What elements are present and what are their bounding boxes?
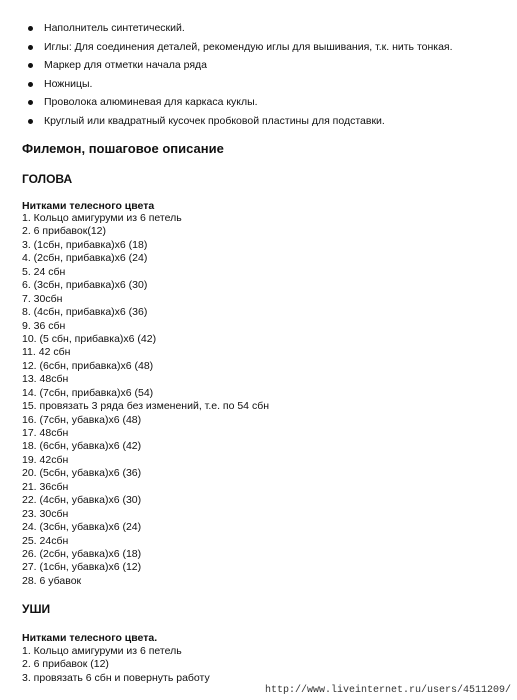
bullet-icon: [28, 119, 33, 124]
head-yarn-note: Нитками телесного цвета: [22, 200, 155, 212]
row-item: 3. (1сбн, прибавка)х6 (18): [22, 238, 148, 251]
row-item: 8. (4сбн, прибавка)х6 (36): [22, 306, 148, 319]
row-item: 6. (3сбн, прибавка)х6 (30): [22, 279, 148, 292]
row-item: 19. 42сбн: [22, 453, 69, 466]
section-title: Филемон, пошаговое описание: [22, 141, 224, 156]
row-item: 12. (6сбн, прибавка)х6 (48): [22, 359, 154, 372]
row-item: 1. Кольцо амигуруми из 6 петель: [22, 645, 182, 657]
list-item-text: Наполнитель синтетический.: [44, 22, 185, 34]
bullet-icon: [28, 100, 33, 105]
row-item: 14. (7сбн, прибавка)х6 (54): [22, 386, 154, 399]
row-item: 21. 36сбн: [22, 480, 69, 493]
watermark-url: http://www.liveinternet.ru/users/4511209/: [264, 685, 511, 696]
list-item-text: Круглый или квадратный кусочек пробковой пластины для подставки.: [44, 114, 385, 127]
row-item: 18. (6сбн, убавка)х6 (42): [22, 440, 142, 453]
list-item: [28, 59, 498, 78]
row-item: 28. 6 убавок: [22, 574, 82, 587]
list-item: [28, 78, 498, 97]
row-item: 17. 48сбн: [22, 427, 69, 439]
row-item: 23. 30сбн: [22, 507, 69, 520]
row-item: 3. провязать 6 сбн и повернуть работу: [22, 671, 210, 684]
row-item: 5. 24 сбн: [22, 265, 66, 278]
row-item: 22. (4сбн, убавка)х6 (30): [22, 494, 142, 507]
list-item-text: Проволока алюминевая для каркаса куклы.: [44, 96, 258, 109]
row-item: 20. (5сбн, убавка)х6 (36): [22, 467, 142, 480]
row-item: 10. (5 сбн, прибавка)х6 (42): [22, 332, 157, 345]
list-item: [28, 41, 498, 60]
row-item: 24. (3сбн, убавка)х6 (24): [22, 521, 142, 534]
bullet-icon: [28, 82, 33, 87]
bullet-icon: [28, 63, 33, 68]
ears-heading: УШИ: [22, 602, 51, 616]
head-heading: ГОЛОВА: [22, 172, 73, 186]
row-item: 15. провязать 3 ряда без изменений, т.е. по 54 сбн: [22, 400, 270, 413]
row-item: 7. 30сбн: [22, 292, 63, 305]
ears-rows-list: [22, 645, 492, 685]
list-item-text: Ножницы.: [44, 77, 93, 90]
bullet-icon: [28, 45, 33, 50]
row-item: 1. Кольцо амигуруми из 6 петель: [22, 212, 182, 224]
row-item: 16. (7сбн, убавка)х6 (48): [22, 413, 142, 426]
materials-list: [28, 22, 498, 134]
head-rows-list: [22, 212, 492, 588]
row-item: 2. 6 прибавок (12): [22, 658, 109, 671]
list-item: [28, 22, 498, 41]
bullet-icon: [28, 26, 33, 31]
row-item: 25. 24сбн: [22, 534, 69, 547]
row-item: 9. 36 сбн: [22, 319, 66, 332]
list-item: [28, 115, 498, 134]
row-item: 27. (1сбн, убавка)х6 (12): [22, 561, 142, 574]
list-item: [28, 96, 498, 115]
row-item: 4. (2сбн, прибавка)х6 (24): [22, 252, 148, 265]
row-item: 13. 48сбн: [22, 373, 69, 386]
ears-yarn-note: Нитками телесного цвета.: [22, 632, 158, 644]
row-item: 2. 6 прибавок(12): [22, 225, 106, 238]
row-item: 26. (2сбн, убавка)х6 (18): [22, 547, 142, 560]
list-item-text: Иглы: Для соединения деталей, рекомендую иглы для вышивания, т.к. нить тонкая.: [44, 40, 453, 53]
list-item-text: Маркер для отметки начала ряда: [44, 59, 207, 72]
row-item: 11. 42 сбн: [22, 346, 71, 359]
